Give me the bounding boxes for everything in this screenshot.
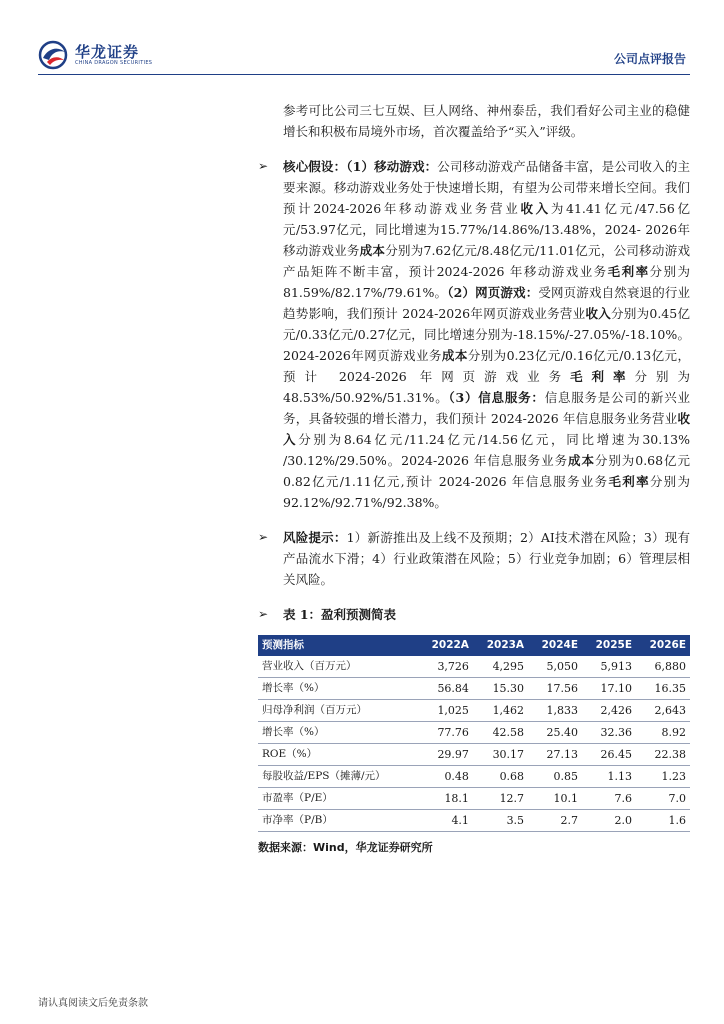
mobile-text-3: 分别为7.62亿元/8.48亿元/11.01亿元，公司移动游戏产品矩阵不断丰富，预计2024-2026 年移动游戏业务 [283, 243, 690, 279]
keyword-margin: 毛利率 [608, 474, 650, 489]
table-row [258, 810, 690, 832]
main-content [258, 100, 690, 858]
logo-name-cn: 华龙证券 [75, 42, 140, 61]
assumptions-heading: 核心假设： [283, 159, 347, 174]
value-cell: 4.1 [418, 810, 473, 832]
arrow-bullet-icon: ➢ [258, 607, 269, 621]
value-cell: 32.36 [582, 722, 636, 744]
row-label-cell: 市净率（P/B） [258, 810, 418, 832]
value-cell: 26.45 [582, 744, 636, 766]
table-header-cell: 2022A [418, 635, 473, 656]
value-cell: 1.13 [582, 766, 636, 788]
table-row [258, 722, 690, 744]
table-header-cell: 预测指标 [258, 635, 418, 656]
value-cell: 77.76 [418, 722, 473, 744]
info-text-4: 分别为92.12%/92.71%/92.38%。 [283, 474, 690, 510]
header-divider [38, 74, 690, 75]
intro-paragraph: 参考可比公司三七互娱、巨人网络、神州泰岳，我们看好公司主业的稳健增长和积极布局境外市场，首次覆盖给予“买入”评级。 [283, 103, 690, 139]
arrow-bullet-icon: ➢ [258, 530, 269, 544]
arrow-bullet-icon: ➢ [258, 159, 269, 173]
keyword-cost: 成本 [441, 348, 468, 363]
value-cell: 1.23 [636, 766, 690, 788]
value-cell: 0.48 [418, 766, 473, 788]
value-cell: 42.58 [473, 722, 528, 744]
value-cell: 56.84 [418, 678, 473, 700]
report-type-label: 公司点评报告 [613, 52, 686, 66]
row-label-cell: 营业收入（百万元） [258, 656, 418, 678]
info-text-1: 信息服务是公司的新兴业务，具备较强的增长潜力，我们预计 2024-2026 年信息服务业务营业 [283, 390, 690, 426]
logo-name-en: CHINA DRAGON SECURITIES [75, 59, 153, 66]
row-label-cell: 增长率（%） [258, 678, 418, 700]
risk-text: 1）新游推出及上线不及预期；2）AI技术潜在风险；3）现有产品流水下滑；4）行业政策潜在风险；5）行业竞争加剧；6）管理层相关风险。 [283, 530, 690, 587]
core-assumptions-section [258, 156, 690, 513]
value-cell: 3,726 [418, 656, 473, 678]
risk-section [258, 527, 690, 590]
web-text-4: 分别为48.53%/50.92%/51.31%。 [283, 369, 690, 405]
row-label-cell: 每股收益/EPS（摊薄/元） [258, 766, 418, 788]
value-cell: 0.85 [528, 766, 582, 788]
page-header [38, 40, 690, 74]
value-cell: 8.92 [636, 722, 690, 744]
table-body [258, 656, 690, 832]
table-header-cell: 2023A [473, 635, 528, 656]
table-title: 表 1：盈利预测简表 [283, 607, 397, 622]
keyword-margin: 毛利率 [607, 264, 650, 279]
table-row [258, 678, 690, 700]
value-cell: 7.0 [636, 788, 690, 810]
value-cell: 2.7 [528, 810, 582, 832]
keyword-cost: 成本 [359, 243, 386, 258]
value-cell: 3.5 [473, 810, 528, 832]
table-row [258, 766, 690, 788]
table-header-cell: 2024E [528, 635, 582, 656]
value-cell: 1,833 [528, 700, 582, 722]
info-text-3: 分别为0.68亿元 0.82亿元/1.11亿元,预计 2024-2026 年信息服务业务 [283, 453, 690, 489]
footer-disclaimer: 请认真阅读文后免责条款 [38, 998, 148, 1009]
keyword-margin: 毛利率 [570, 369, 635, 384]
table-title-row [258, 604, 690, 625]
table-header-cell: 2026E [636, 635, 690, 656]
value-cell: 29.97 [418, 744, 473, 766]
info-text-2: 分别为8.64亿元/11.24亿元/14.56亿元，同比增速为30.13% /30.12%/29.50%。2024-2026 年信息服务业务 [283, 432, 690, 468]
info-service-label: （3）信息服务： [448, 390, 545, 405]
value-cell: 27.13 [528, 744, 582, 766]
value-cell: 2,426 [582, 700, 636, 722]
keyword-revenue: 收入 [585, 306, 612, 321]
value-cell: 4,295 [473, 656, 528, 678]
web-text-1: 受网页游戏自然衰退的行业趋势影响，我们预计 2024-2026年网页游戏业务营业 [283, 285, 690, 321]
value-cell: 25.40 [528, 722, 582, 744]
value-cell: 17.10 [582, 678, 636, 700]
keyword-cost: 成本 [568, 453, 595, 468]
dragon-logo-icon [38, 40, 70, 70]
data-source-note: 数据来源：Wind，华龙证券研究所 [258, 841, 433, 854]
mobile-text-4: 分别为81.59%/82.17%/79.61%。 [283, 264, 690, 300]
value-cell: 12.7 [473, 788, 528, 810]
value-cell: 30.17 [473, 744, 528, 766]
table-row [258, 656, 690, 678]
brand-logo [38, 40, 152, 70]
table-row [258, 744, 690, 766]
value-cell: 0.68 [473, 766, 528, 788]
value-cell: 10.1 [528, 788, 582, 810]
value-cell: 1,025 [418, 700, 473, 722]
web-text-3: 分别为0.23亿元/0.16亿元/0.13亿元，预计 2024-2026 年网页游戏业务 [283, 348, 690, 384]
table-header-cell: 2025E [582, 635, 636, 656]
table-row [258, 788, 690, 810]
row-label-cell: 增长率（%） [258, 722, 418, 744]
value-cell: 2.0 [582, 810, 636, 832]
web-game-label: （2）网页游戏： [447, 285, 539, 300]
value-cell: 22.38 [636, 744, 690, 766]
value-cell: 1,462 [473, 700, 528, 722]
mobile-text-2: 为41.41亿元/47.56亿元/53.97亿元，同比增速为15.77%/14.86%/13.48%，2024- 2026年移动游戏业务 [283, 201, 690, 258]
value-cell: 17.56 [528, 678, 582, 700]
mobile-game-label: （1）移动游戏： [346, 159, 438, 174]
value-cell: 1.6 [636, 810, 690, 832]
keyword-revenue: 收入 [520, 201, 551, 216]
value-cell: 16.35 [636, 678, 690, 700]
keyword-revenue: 收入 [283, 411, 690, 447]
earnings-forecast-table [258, 635, 690, 832]
value-cell: 7.6 [582, 788, 636, 810]
value-cell: 5,913 [582, 656, 636, 678]
row-label-cell: ROE（%） [258, 744, 418, 766]
value-cell: 2,643 [636, 700, 690, 722]
web-text-2: 分别为0.45亿元/0.33亿元/0.27亿元，同比增速分别为-18.15%/-27.05%/-18.10%。2024-2026年网页游戏业务 [283, 306, 690, 363]
value-cell: 5,050 [528, 656, 582, 678]
value-cell: 6,880 [636, 656, 690, 678]
row-label-cell: 市盈率（P/E） [258, 788, 418, 810]
value-cell: 15.30 [473, 678, 528, 700]
value-cell: 18.1 [418, 788, 473, 810]
row-label-cell: 归母净利润（百万元） [258, 700, 418, 722]
risk-heading: 风险提示： [283, 530, 347, 545]
mobile-text-1: 公司移动游戏产品储备丰富，是公司收入的主要来源。移动游戏业务处于快速增长期，有望为公司带来增长空间。我们预计2024-2026年移动游戏业务营业 [283, 159, 690, 216]
table-header-row [258, 635, 690, 656]
table-row [258, 700, 690, 722]
